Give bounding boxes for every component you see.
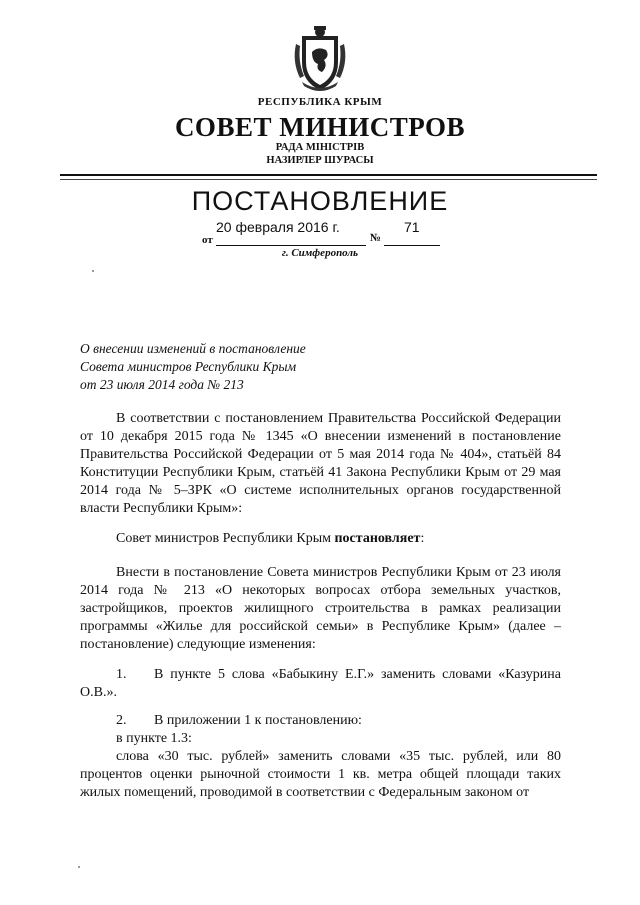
decree-date: 20 февраля 2016 г. xyxy=(216,219,340,235)
decree-title: ПОСТАНОВЛЕНИЕ xyxy=(191,186,449,216)
item-text: В пункте 5 слова «Бабыкину Е.Г.» заменить словами «Казурина О.В.». xyxy=(80,667,561,700)
date-prefix: от xyxy=(202,234,213,246)
decree-city: г. Симферополь xyxy=(281,247,359,259)
resolution-text: Совет министров Республики Крым xyxy=(116,531,335,546)
resolution-colon: : xyxy=(420,531,425,546)
republic-name: РЕСПУБЛИКА КРЫМ xyxy=(257,96,383,108)
subject-line: Совета министров Республики Крым xyxy=(80,359,297,374)
subject-line: от 23 июля 2014 года № 213 xyxy=(80,377,244,392)
item-text: В приложении 1 к постановлению: xyxy=(154,713,362,728)
scan-speck xyxy=(78,866,80,868)
decree-number: 71 xyxy=(404,219,420,235)
resolution-keyword: постановляет xyxy=(334,531,421,546)
subject-line: О внесении изменений в постановление xyxy=(80,341,306,356)
number-prefix: № xyxy=(370,232,382,244)
council-title-ukrainian: РАДА МІНІСТРІВ xyxy=(275,142,365,153)
crimea-coat-of-arms-icon xyxy=(288,22,352,94)
council-title-crimean-tatar: НАЗИРЛЕР ШУРАСЫ xyxy=(266,155,374,166)
sub-item-text-paragraph: слова «30 тыс. рублей» заменить словами «35 тыс. рублей, или 80 процентов оценки рыночной стоимости 1 кв. метра общей площади таких жилых помещений, проводимой в соответствии с Федеральным законом от xyxy=(80,749,561,800)
scan-speck xyxy=(92,270,94,272)
preamble-paragraph: В соответствии с постановлением Правительства Российской Федерации от 10 декабря 2015 года № 1345 «О внесении изменений в постановление Правительства Российской Федерации от 5 мая 2014 года № 404», статьёй 84 Конституции Республики Крым, статьёй 41 Закона Республики Крым от 29 мая 2014 года № 5–ЗРК «О системе исполнительных органов государственной власти Республики Крым»: xyxy=(80,411,561,516)
amendment-intro-paragraph: Внести в постановление Совета министров Республики Крым от 23 июля 2014 года № 213 «О некоторых вопросах отбора земельных участков, застройщиков, проектов жилищного строительства в рамках реализации программы «Жилье для российской семьи» в Республике Крым» (далее – постановление) следующие изменения: xyxy=(80,565,561,652)
sub-item-paragraph: в пункте 1.3: xyxy=(116,731,192,746)
decree-subject xyxy=(80,340,380,394)
item-number: 2. xyxy=(116,713,127,728)
resolution-paragraph xyxy=(80,530,561,548)
date-underline xyxy=(216,245,366,246)
item-number: 1. xyxy=(116,667,127,682)
list-item xyxy=(80,666,561,702)
header-divider-thin xyxy=(60,179,597,180)
list-item xyxy=(80,712,561,730)
header-divider-thick xyxy=(60,174,597,176)
council-title: СОВЕТ МИНИСТРОВ xyxy=(174,112,466,142)
number-underline xyxy=(384,245,440,246)
